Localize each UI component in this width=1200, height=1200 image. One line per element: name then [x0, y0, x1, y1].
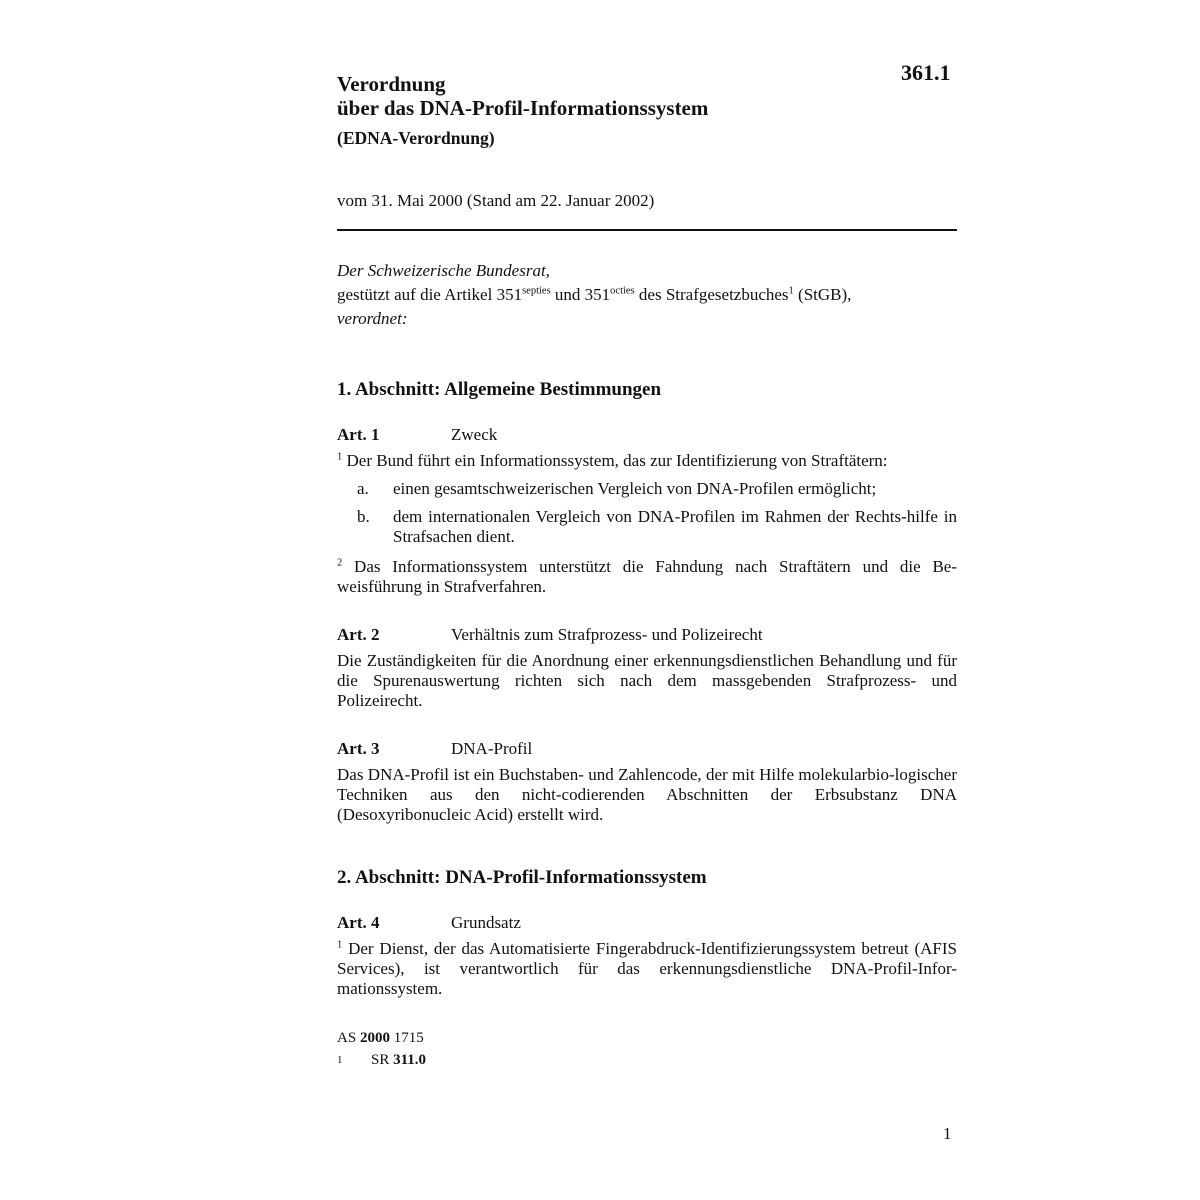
title-line-1: Verordnung: [337, 72, 446, 96]
article-paragraph: [337, 451, 957, 471]
preamble-basis-text: (StGB),: [793, 285, 852, 304]
as-year: 2000: [359, 1030, 390, 1046]
preamble-basis-text: des Strafgesetzbuches: [634, 285, 789, 304]
superscript-octies: octies: [610, 285, 635, 297]
list-item-label: b.: [357, 507, 370, 526]
preamble-basis-text: und 351: [550, 285, 611, 304]
article-list: [337, 479, 957, 547]
article-heading: [337, 625, 957, 645]
article-title: Zweck: [451, 425, 498, 444]
paragraph-number: 1: [337, 939, 343, 951]
sr-number: 361.1: [901, 60, 951, 85]
article-number: Art. 1: [337, 425, 380, 444]
preamble: [337, 259, 957, 331]
title-rule: [337, 229, 957, 231]
article-paragraph: [337, 557, 957, 597]
footnote-text: [371, 1049, 426, 1071]
list-item: [337, 507, 957, 547]
footnote: [337, 1049, 957, 1071]
section-heading: 1. Abschnitt: Allgemeine Bestimmungen: [337, 379, 662, 400]
article-paragraph: [337, 939, 957, 999]
document-subtitle: (EDNA-Verordnung): [337, 128, 495, 148]
official-collection-ref: [337, 1027, 957, 1049]
article-paragraph: Die Zuständigkeiten für die Anordnung einer erkennungsdienstlichen Behandlung und für die Spurenauswertung richten sich nach dem massgebenden Strafprozess- und Polizeirecht.: [337, 651, 957, 710]
article-title: Grundsatz: [451, 913, 521, 932]
as-prefix: AS: [337, 1030, 360, 1046]
paragraph-text: Der Bund führt ein Informationssystem, das zur Identifizierung von Straftätern:: [342, 451, 888, 470]
document-page: [337, 58, 957, 1071]
list-item: [337, 479, 957, 499]
document-title: [337, 72, 957, 120]
article-heading: [337, 913, 957, 933]
article-title: DNA-Profil: [451, 739, 533, 758]
page-number: 1: [943, 1124, 952, 1143]
footnote-ref-number: 311.0: [393, 1052, 427, 1068]
paragraph-text: Der Dienst, der das Automatisierte Fingerabdruck-Identifizierungssystem betreut (AFIS Services), ist verantwortlich für das erkennungsdienstliche DNA-Profil-Infor-mationssystem.: [337, 939, 957, 998]
section-heading: 2. Abschnitt: DNA-Profil-Informationssystem: [337, 867, 707, 888]
article-title: Verhältnis zum Strafprozess- und Polizeirecht: [451, 625, 763, 644]
paragraph-number: 1: [337, 451, 343, 463]
footnote-ref: 1: [788, 285, 794, 297]
article-heading: [337, 739, 957, 759]
preamble-basis: [337, 283, 957, 307]
footnote-prefix: SR: [371, 1052, 394, 1068]
date-line: vom 31. Mai 2000 (Stand am 22. Januar 2002): [337, 191, 655, 210]
preamble-enacts: verordnet:: [337, 309, 408, 328]
article-number: Art. 2: [337, 625, 380, 644]
title-line-2: über das DNA-Profil-Informationssystem: [337, 96, 709, 120]
footnotes: [337, 1027, 957, 1071]
superscript-septies: septies: [522, 285, 551, 297]
list-item-label: a.: [357, 479, 369, 498]
list-item-text: einen gesamtschweizerischen Vergleich von DNA-Profilen ermöglicht;: [393, 479, 877, 498]
as-page: 1715: [389, 1030, 424, 1046]
article-number: Art. 3: [337, 739, 380, 758]
article-paragraph: Das DNA-Profil ist ein Buchstaben- und Zahlencode, der mit Hilfe molekularbio-logischer Techniken aus den nicht-codierenden Abschnitten der Erbsubstanz DNA (Desoxyribonucleic Acid) erstellt wird.: [337, 765, 957, 824]
paragraph-text: Das Informationssystem unterstützt die Fahndung nach Straftätern und die Be-weisführung in Strafverfahren.: [337, 557, 957, 596]
article-number: Art. 4: [337, 913, 380, 932]
preamble-authority: Der Schweizerische Bundesrat,: [337, 261, 550, 280]
paragraph-number: 2: [337, 557, 343, 569]
list-item-text: dem internationalen Vergleich von DNA-Profilen im Rahmen der Rechts-hilfe in Strafsachen dient.: [393, 507, 957, 546]
footnote-mark: 1: [337, 1054, 343, 1066]
article-heading: [337, 425, 957, 445]
preamble-basis-text: gestützt auf die Artikel 351: [337, 285, 523, 304]
